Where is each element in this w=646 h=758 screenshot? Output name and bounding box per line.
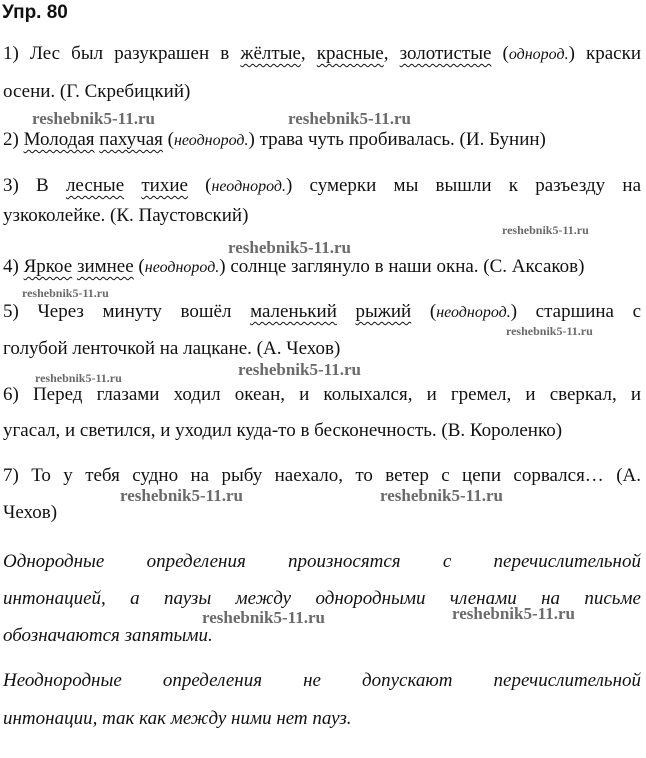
exercise-title: Упр. 80 [2,2,68,23]
watermark: reshebnik5-11.ru [506,324,593,338]
rule-1-line-1: Однородные определения произносятся с перечислительной [3,551,641,572]
grammar-note: однород. [508,46,569,63]
sentence-6-line-2: угасал, и светился, и уходил куда-то в бесконечность. (В. Короленко) [3,420,563,441]
watermark: reshebnik5-11.ru [288,109,411,128]
definition-word: рыжий [355,301,412,322]
sentence-7-line-2: Чехов) [3,502,58,523]
watermark: reshebnik5-11.ru [32,109,155,128]
watermark: reshebnik5-11.ru [380,486,503,505]
sentence-7-line-1: 7) То у тебя судно на рыбу наехало, то ветер с цепи сорвался… (А. [3,465,641,486]
rule-2-line-2: интонации, так как между ними нет пауз. [3,708,352,729]
watermark: reshebnik5-11.ru [35,371,122,385]
definition-word: пахучая [99,129,163,150]
sentence-1-line-2: осени. (Г. Скребицкий) [3,81,191,102]
watermark: reshebnik5-11.ru [238,360,361,379]
definition-word: Яркое [23,256,73,277]
rule-2-line-1: Неоднородные определения не допускают перечислительной [3,670,641,691]
sentence-5-line-2: голубой ленточкой на лацкане. (А. Чехов) [3,338,341,359]
watermark: reshebnik5-11.ru [452,604,575,623]
watermark: reshebnik5-11.ru [502,223,589,237]
definition-word: лесные [65,175,125,196]
grammar-note: неоднород. [436,304,511,321]
sentence-6-line-1: 6) Перед глазами ходил океан, и колыхался, и гремел, и сверкал, и [3,384,641,405]
watermark: reshebnik5-11.ru [202,608,325,627]
watermark: reshebnik5-11.ru [228,238,351,257]
sentence-4: 4) Яркое зимнее (неоднород.) солнце заглянуло в наши окна. (С. Аксаков) [3,256,585,277]
definition-word: жёлтые [240,43,301,64]
rule-1-line-2: интонацией, а паузы между однородными членами на письме [3,588,641,609]
watermark: reshebnik5-11.ru [120,486,243,505]
definition-word: золотистые [399,43,492,64]
grammar-note: неоднород. [211,178,286,195]
definition-word: красные [316,43,384,64]
definition-word: Молодая [23,129,95,150]
grammar-note: неоднород. [144,259,220,276]
definition-word: маленький [250,301,337,322]
sentence-3-line-1: 3) В лесные тихие (неоднород.) сумерки мы вышли к разъезду на [3,175,641,196]
sentence-2: 2) Молодая пахучая (неоднород.) трава чуть пробивалась. (И. Бунин) [3,129,546,150]
definition-word: тихие [141,175,188,196]
grammar-note: неоднород. [173,132,249,149]
watermark: reshebnik5-11.ru [22,286,109,300]
sentence-5-line-1: 5) Через минуту вошёл маленький рыжий (неоднород.) старшина с [3,301,642,322]
sentence-1-line-1: 1) Лес был разукрашен в жёлтые, красные, золотистые (однород.) краски [3,43,642,64]
sentence-3-line-2: узкоколейке. (К. Паустовский) [3,205,249,226]
rule-1-line-3: обозначаются запятыми. [3,625,213,646]
definition-word: зимнее [76,256,134,277]
